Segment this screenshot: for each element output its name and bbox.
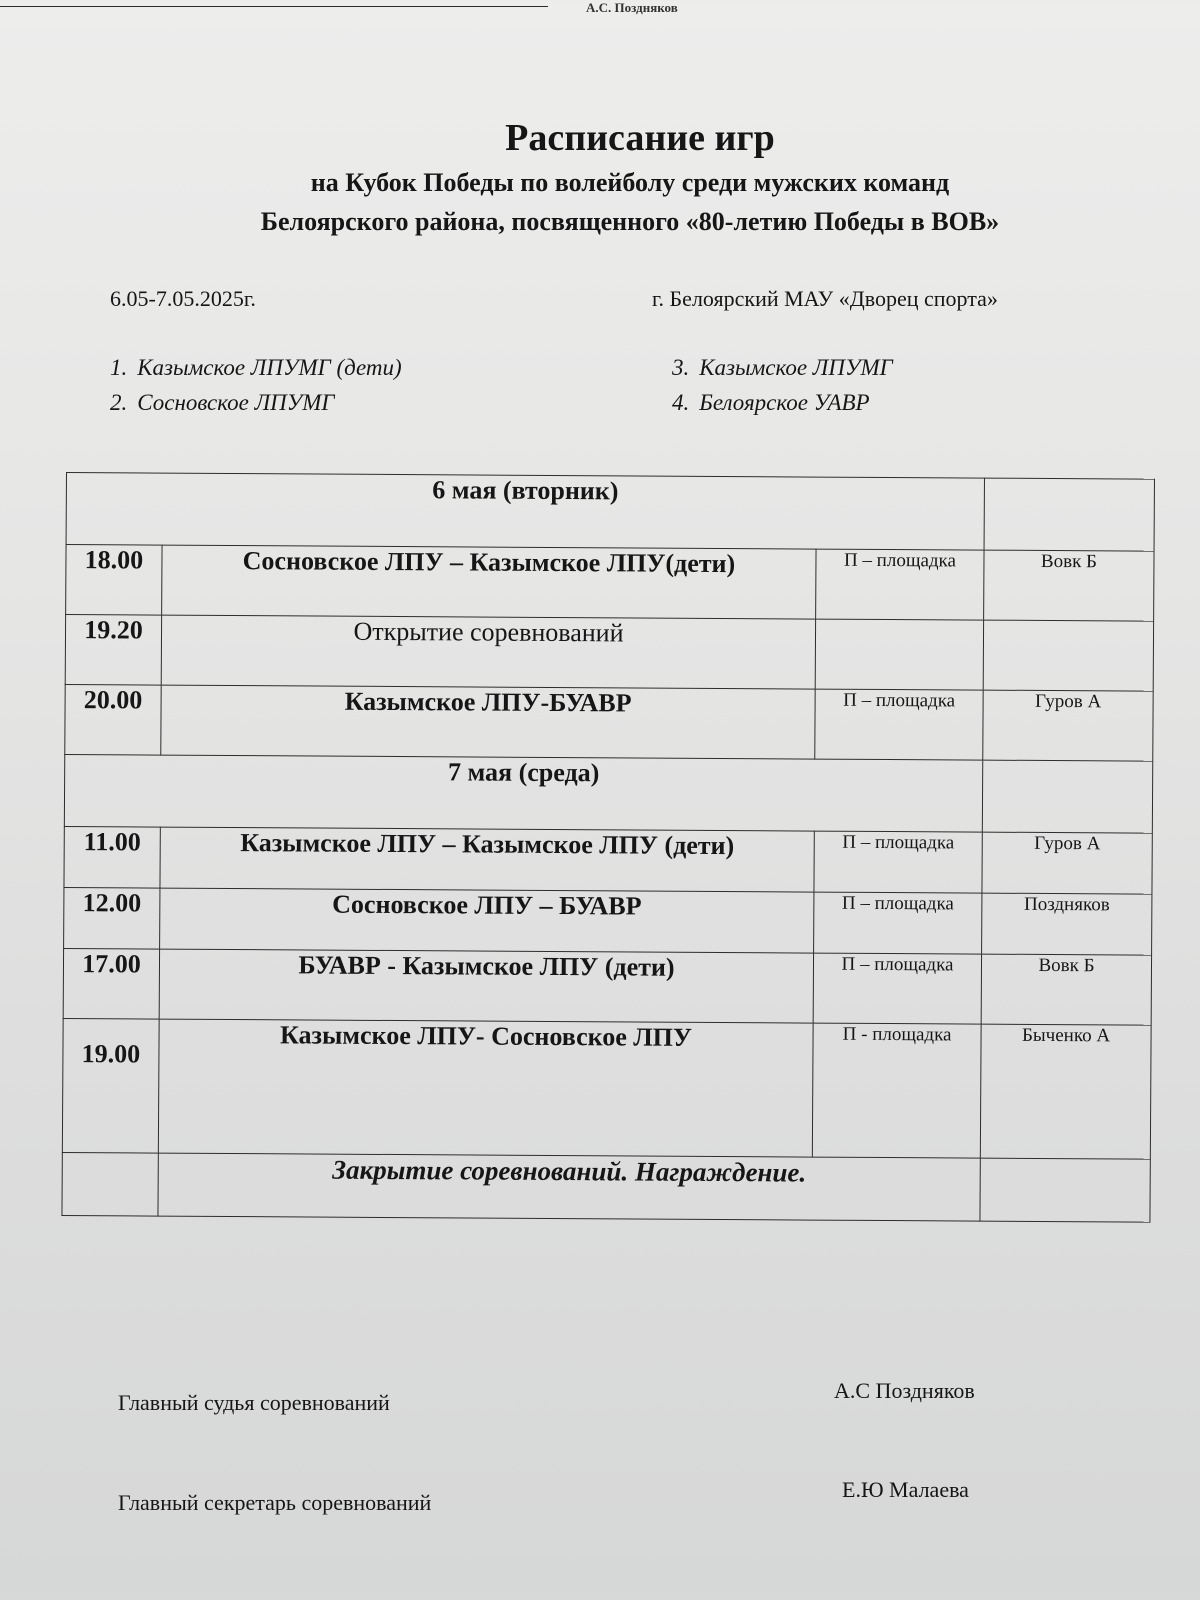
event-dates: 6.05-7.05.2025г. [110, 286, 256, 311]
match-teams: Сосновское ЛПУ – Казымское ЛПУ(дети) [162, 545, 816, 619]
table-row [63, 948, 1151, 1025]
empty-cell [984, 478, 1154, 551]
day-header: 7 мая (среда) [64, 754, 982, 832]
match-time: 20.00 [65, 684, 161, 755]
day-header-row [64, 754, 1152, 833]
match-teams: Казымское ЛПУ- Сосновское ЛПУ [158, 1019, 813, 1157]
team-number: 4. [672, 390, 690, 415]
table-row [64, 826, 1152, 894]
empty-cell [982, 760, 1152, 833]
team-name: Белоярское УАВР [699, 390, 870, 415]
table-row [66, 545, 1154, 622]
team-number: 2. [110, 390, 128, 415]
empty-cell [980, 1158, 1150, 1222]
empty-cell [815, 619, 983, 690]
day-header-row [66, 473, 1154, 552]
match-teams: Казымское ЛПУ-БУАВР [161, 685, 815, 759]
empty-cell [983, 620, 1153, 691]
document-title: Расписание игр [505, 117, 775, 159]
match-court: П – площадка [816, 549, 984, 620]
chief-secretary-role: Главный секретарь соревнований [118, 1490, 432, 1515]
match-time: 11.00 [64, 826, 160, 888]
match-time: 18.00 [66, 545, 162, 616]
chief-judge-role: Главный судья соревнований [118, 1390, 390, 1415]
chief-secretary-name: Е.Ю Малаева [842, 1477, 969, 1502]
table-row [65, 615, 1153, 692]
team-item [110, 350, 402, 385]
table-row [65, 684, 1153, 761]
day-header: 6 мая (вторник) [66, 473, 984, 551]
team-item [110, 385, 402, 420]
match-court: П – площадка [813, 953, 981, 1024]
event-time: 19.20 [65, 615, 161, 686]
match-referee: Гуров А [982, 832, 1152, 894]
match-teams: БУАВР - Казымское ЛПУ (дети) [159, 949, 813, 1023]
match-time: 17.00 [63, 948, 159, 1019]
chief-judge-name: А.С Поздняков [834, 1378, 975, 1403]
match-teams: Казымское ЛПУ – Казымское ЛПУ (дети) [160, 827, 814, 892]
table-row [64, 887, 1152, 955]
top-signature-line [0, 6, 548, 7]
team-name: Казымское ЛПУМГ (дети) [137, 355, 402, 380]
document-subtitle-line1: на Кубок Победы по волейболу среди мужских команд [310, 168, 950, 197]
team-number: 3. [672, 355, 690, 380]
match-referee: Быченко А [980, 1024, 1151, 1159]
match-court: П – площадка [814, 831, 982, 893]
event-title: Открытие соревнований [161, 615, 815, 689]
closing-ceremony: Закрытие соревнований. Награждение. [158, 1153, 980, 1221]
match-court: П - площадка [812, 1023, 981, 1158]
team-item [672, 385, 893, 420]
match-referee: Вовк Б [981, 954, 1151, 1025]
schedule-table [61, 472, 1155, 1223]
document-subtitle-line2: Белоярского района, посвященного «80-летию Победы в ВОВ» [260, 207, 1000, 236]
match-referee: Поздняков [982, 893, 1152, 955]
table-row [62, 1018, 1151, 1159]
event-venue: г. Белоярский МАУ «Дворец спорта» [652, 286, 998, 311]
team-number: 1. [110, 355, 128, 380]
team-item [672, 350, 893, 385]
teams-list-right [672, 350, 893, 420]
team-name: Казымское ЛПУМГ [699, 355, 893, 380]
match-court: П – площадка [814, 892, 982, 954]
match-referee: Вовк Б [984, 550, 1154, 621]
team-name: Сосновское ЛПУМГ [137, 390, 335, 415]
closing-row [62, 1152, 1150, 1222]
empty-cell [62, 1152, 158, 1216]
match-referee: Гуров А [983, 690, 1153, 761]
match-time: 19.00 [62, 1018, 159, 1153]
match-time: 12.00 [64, 887, 160, 949]
approver-name: А.С. Поздняков [586, 0, 678, 15]
match-teams: Сосновское ЛПУ – БУАВР [160, 888, 814, 953]
teams-list-left [110, 350, 402, 420]
match-court: П – площадка [815, 689, 983, 760]
